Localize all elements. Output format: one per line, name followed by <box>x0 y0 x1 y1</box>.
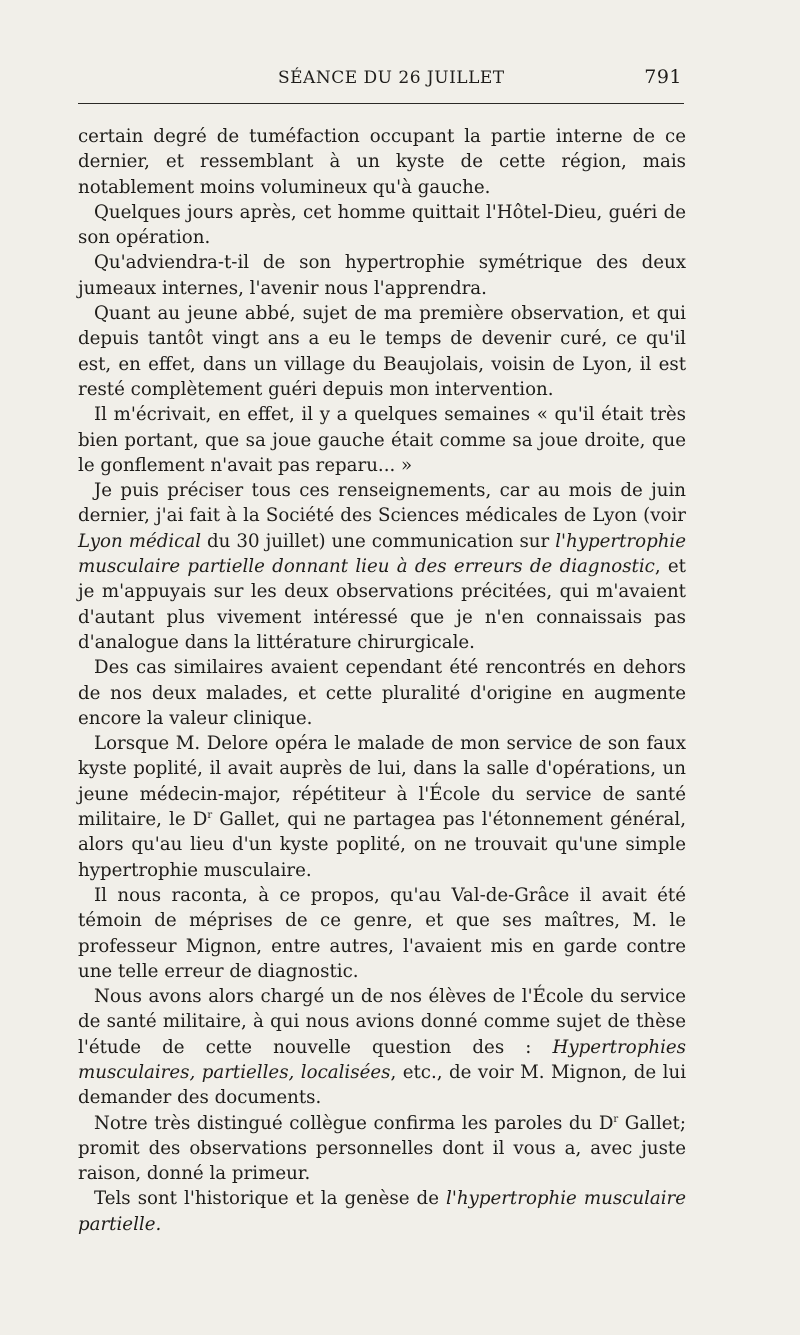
paragraph <box>78 1186 686 1237</box>
italic-citation: Lyon médical <box>78 530 202 552</box>
italic-title: Hypertrophies musculaires, partielles, localisées <box>78 1036 686 1083</box>
paragraph <box>78 301 686 402</box>
header-rule <box>78 103 684 104</box>
paragraph <box>78 402 686 478</box>
paragraph <box>78 250 686 301</box>
paragraph-text: , et je m'appuyais sur les deux observations précitées, qui m'avaient d'autant plus vivement intéressé que je n'en connaissais pas d'analogue dans la littérature chirurgicale. <box>78 556 686 653</box>
paragraph-text: Quant au jeune abbé, sujet de ma première observation, et qui depuis tantôt vingt ans a eu le temps de devenir curé, ce qu'il est, en effet, dans un village du Beaujolais, voisin de Lyon, il est resté complètement guéri depuis mon intervention. <box>78 303 686 400</box>
italic-title: l'hypertrophie musculaire partielle donnant lieu à des erreurs de diagnostic <box>78 530 687 578</box>
paragraph-text: Lorsque M. Delore opéra le malade de mon service de son faux kyste poplité, il avait auprès de lui, dans la salle d'opérations, un jeune médecin-major, répétiteur à l'École du service de santé militaire, le D <box>78 733 686 831</box>
superscript: r <box>613 1113 619 1125</box>
page-number: 791 <box>644 66 682 88</box>
paragraph <box>78 984 686 1110</box>
paragraph-text: Il nous raconta, à ce propos, qu'au Val-de-Grâce il avait été témoin de méprises de ce genre, et que ses maîtres, M. le professeur Mignon, entre autres, l'avaient mis en garde contre une telle erreur de diagnostic. <box>78 884 686 982</box>
paragraph-text: Notre très distingué collègue confirma les paroles du D <box>94 1112 614 1134</box>
paragraph-text: Tels sont l'historique et la genèse de <box>94 1188 447 1210</box>
paragraph-text: Je puis préciser tous ces renseignements, car au mois de juin dernier, j'ai fait à la Société des Sciences médicales de Lyon (voir <box>78 480 686 527</box>
paragraph-text: Nous avons alors chargé un de nos élèves de l'École du service de santé militaire, à qui nous avions donné comme sujet de thèse l'étude de cette nouvelle question des : <box>78 986 686 1058</box>
paragraph-text: , etc., de voir M. Mignon, de lui demander des documents. <box>78 1061 687 1109</box>
paragraph-text: Gallet, qui ne partagea pas l'étonnement général, alors qu'au lieu d'un kyste poplité, on ne trouvait qu'une simple hypertrophie musculaire. <box>78 809 686 881</box>
paragraph-text: Gallet; promit des observations personnelles dont il vous a, avec juste raison, donné la primeur. <box>78 1112 686 1185</box>
running-header <box>78 66 684 96</box>
paragraph-text: Qu'adviendra-t-il de son hypertrophie symétrique des deux jumeaux internes, l'avenir nous l'apprendra. <box>78 252 686 299</box>
italic-title: l'hypertrophie musculaire partielle. <box>78 1188 687 1235</box>
paragraph <box>78 478 686 655</box>
superscript: r <box>207 810 213 822</box>
paragraph <box>78 655 686 731</box>
paragraph-text: certain degré de tuméfaction occupant la partie interne de ce dernier, et ressemblant à un kyste de cette région, mais notablement moins volumineux qu'à gauche. <box>78 126 686 198</box>
paragraph <box>78 1111 686 1187</box>
paragraph <box>78 200 686 251</box>
paragraph-text: Quelques jours après, cet homme quittait l'Hôtel-Dieu, guéri de son opération. <box>78 201 686 249</box>
paragraph-text: Des cas similaires avaient cependant été rencontrés en dehors de nos deux malades, et cette pluralité d'origine en augmente encore la valeur clinique. <box>78 657 686 729</box>
running-title: SÉANCE DU 26 JUILLET <box>278 68 505 88</box>
page-body <box>78 124 686 1237</box>
paragraph-text: du 30 juillet) une communication sur <box>201 530 556 552</box>
paragraph <box>78 124 686 200</box>
paragraph-text: Il m'écrivait, en effet, il y a quelques semaines « qu'il était très bien portant, que sa joue gauche était comme sa joue droite, que le gonflement n'avait pas reparu... » <box>78 404 686 476</box>
paragraph <box>78 731 686 883</box>
paragraph <box>78 883 686 984</box>
